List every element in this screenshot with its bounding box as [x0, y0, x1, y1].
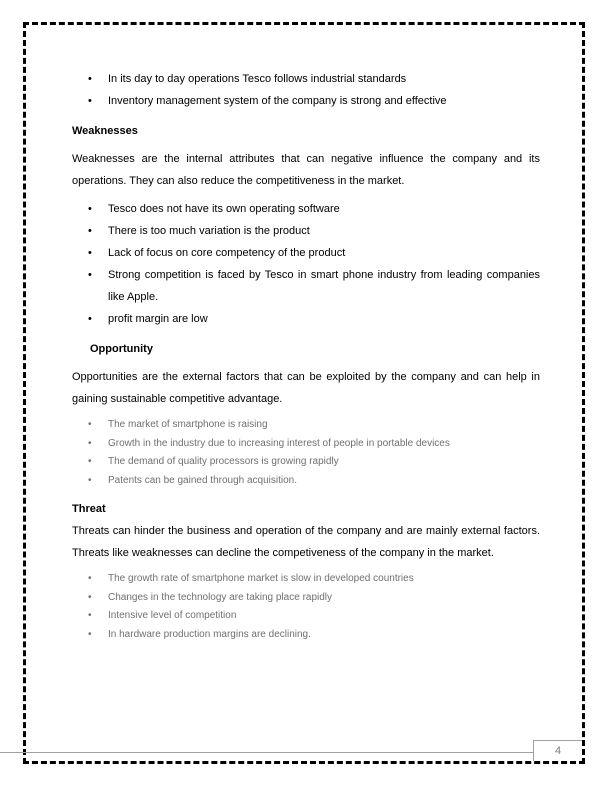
- list-item: • Changes in the technology are taking place rapidly: [72, 589, 540, 608]
- list-item: • Intensive level of competition: [72, 607, 540, 626]
- list-item: • The market of smartphone is raising: [72, 416, 540, 435]
- list-item: • In hardware production margins are declining.: [72, 626, 540, 645]
- weaknesses-heading: Weaknesses: [72, 125, 138, 137]
- opportunity-heading: Opportunity: [90, 343, 153, 355]
- weaknesses-intro: Weaknesses are the internal attributes that can negative influence the company and its operations. They can also reduce the competitiveness in the market.: [72, 153, 540, 187]
- list-item: • Growth in the industry due to increasing interest of people in portable devices: [72, 435, 540, 454]
- opportunity-list: [72, 416, 540, 490]
- list-item: • The growth rate of smartphone market is slow in developed countries: [72, 570, 540, 589]
- list-item: • Patents can be gained through acquisition.: [72, 472, 540, 491]
- list-item: • Inventory management system of the company is strong and effective: [72, 90, 540, 112]
- weaknesses-list: [72, 198, 540, 330]
- list-item: • In its day to day operations Tesco follows industrial standards: [72, 68, 540, 90]
- list-item: • The demand of quality processors is growing rapidly: [72, 453, 540, 472]
- threat-intro: Threats can hinder the business and operation of the company and are mainly external factors. Threats like weaknesses can decline the competiveness of the company in the market.: [72, 525, 540, 559]
- threat-heading: Threat: [72, 503, 106, 515]
- page-number: 4: [533, 740, 582, 761]
- threat-list: [72, 570, 540, 644]
- opportunity-intro: Opportunities are the external factors that can be exploited by the company and can help in gaining sustainable competitive advantage.: [72, 371, 540, 405]
- footer-rule: [0, 752, 582, 753]
- list-item: • profit margin are low: [72, 308, 540, 330]
- list-item: • Tesco does not have its own operating software: [72, 198, 540, 220]
- list-item: • Lack of focus on core competency of the product: [72, 242, 540, 264]
- list-item: • There is too much variation is the product: [72, 220, 540, 242]
- strengths-list: [72, 68, 540, 112]
- document-body: [72, 68, 540, 652]
- list-item: • Strong competition is faced by Tesco in smart phone industry from leading companies like Apple.: [72, 264, 540, 308]
